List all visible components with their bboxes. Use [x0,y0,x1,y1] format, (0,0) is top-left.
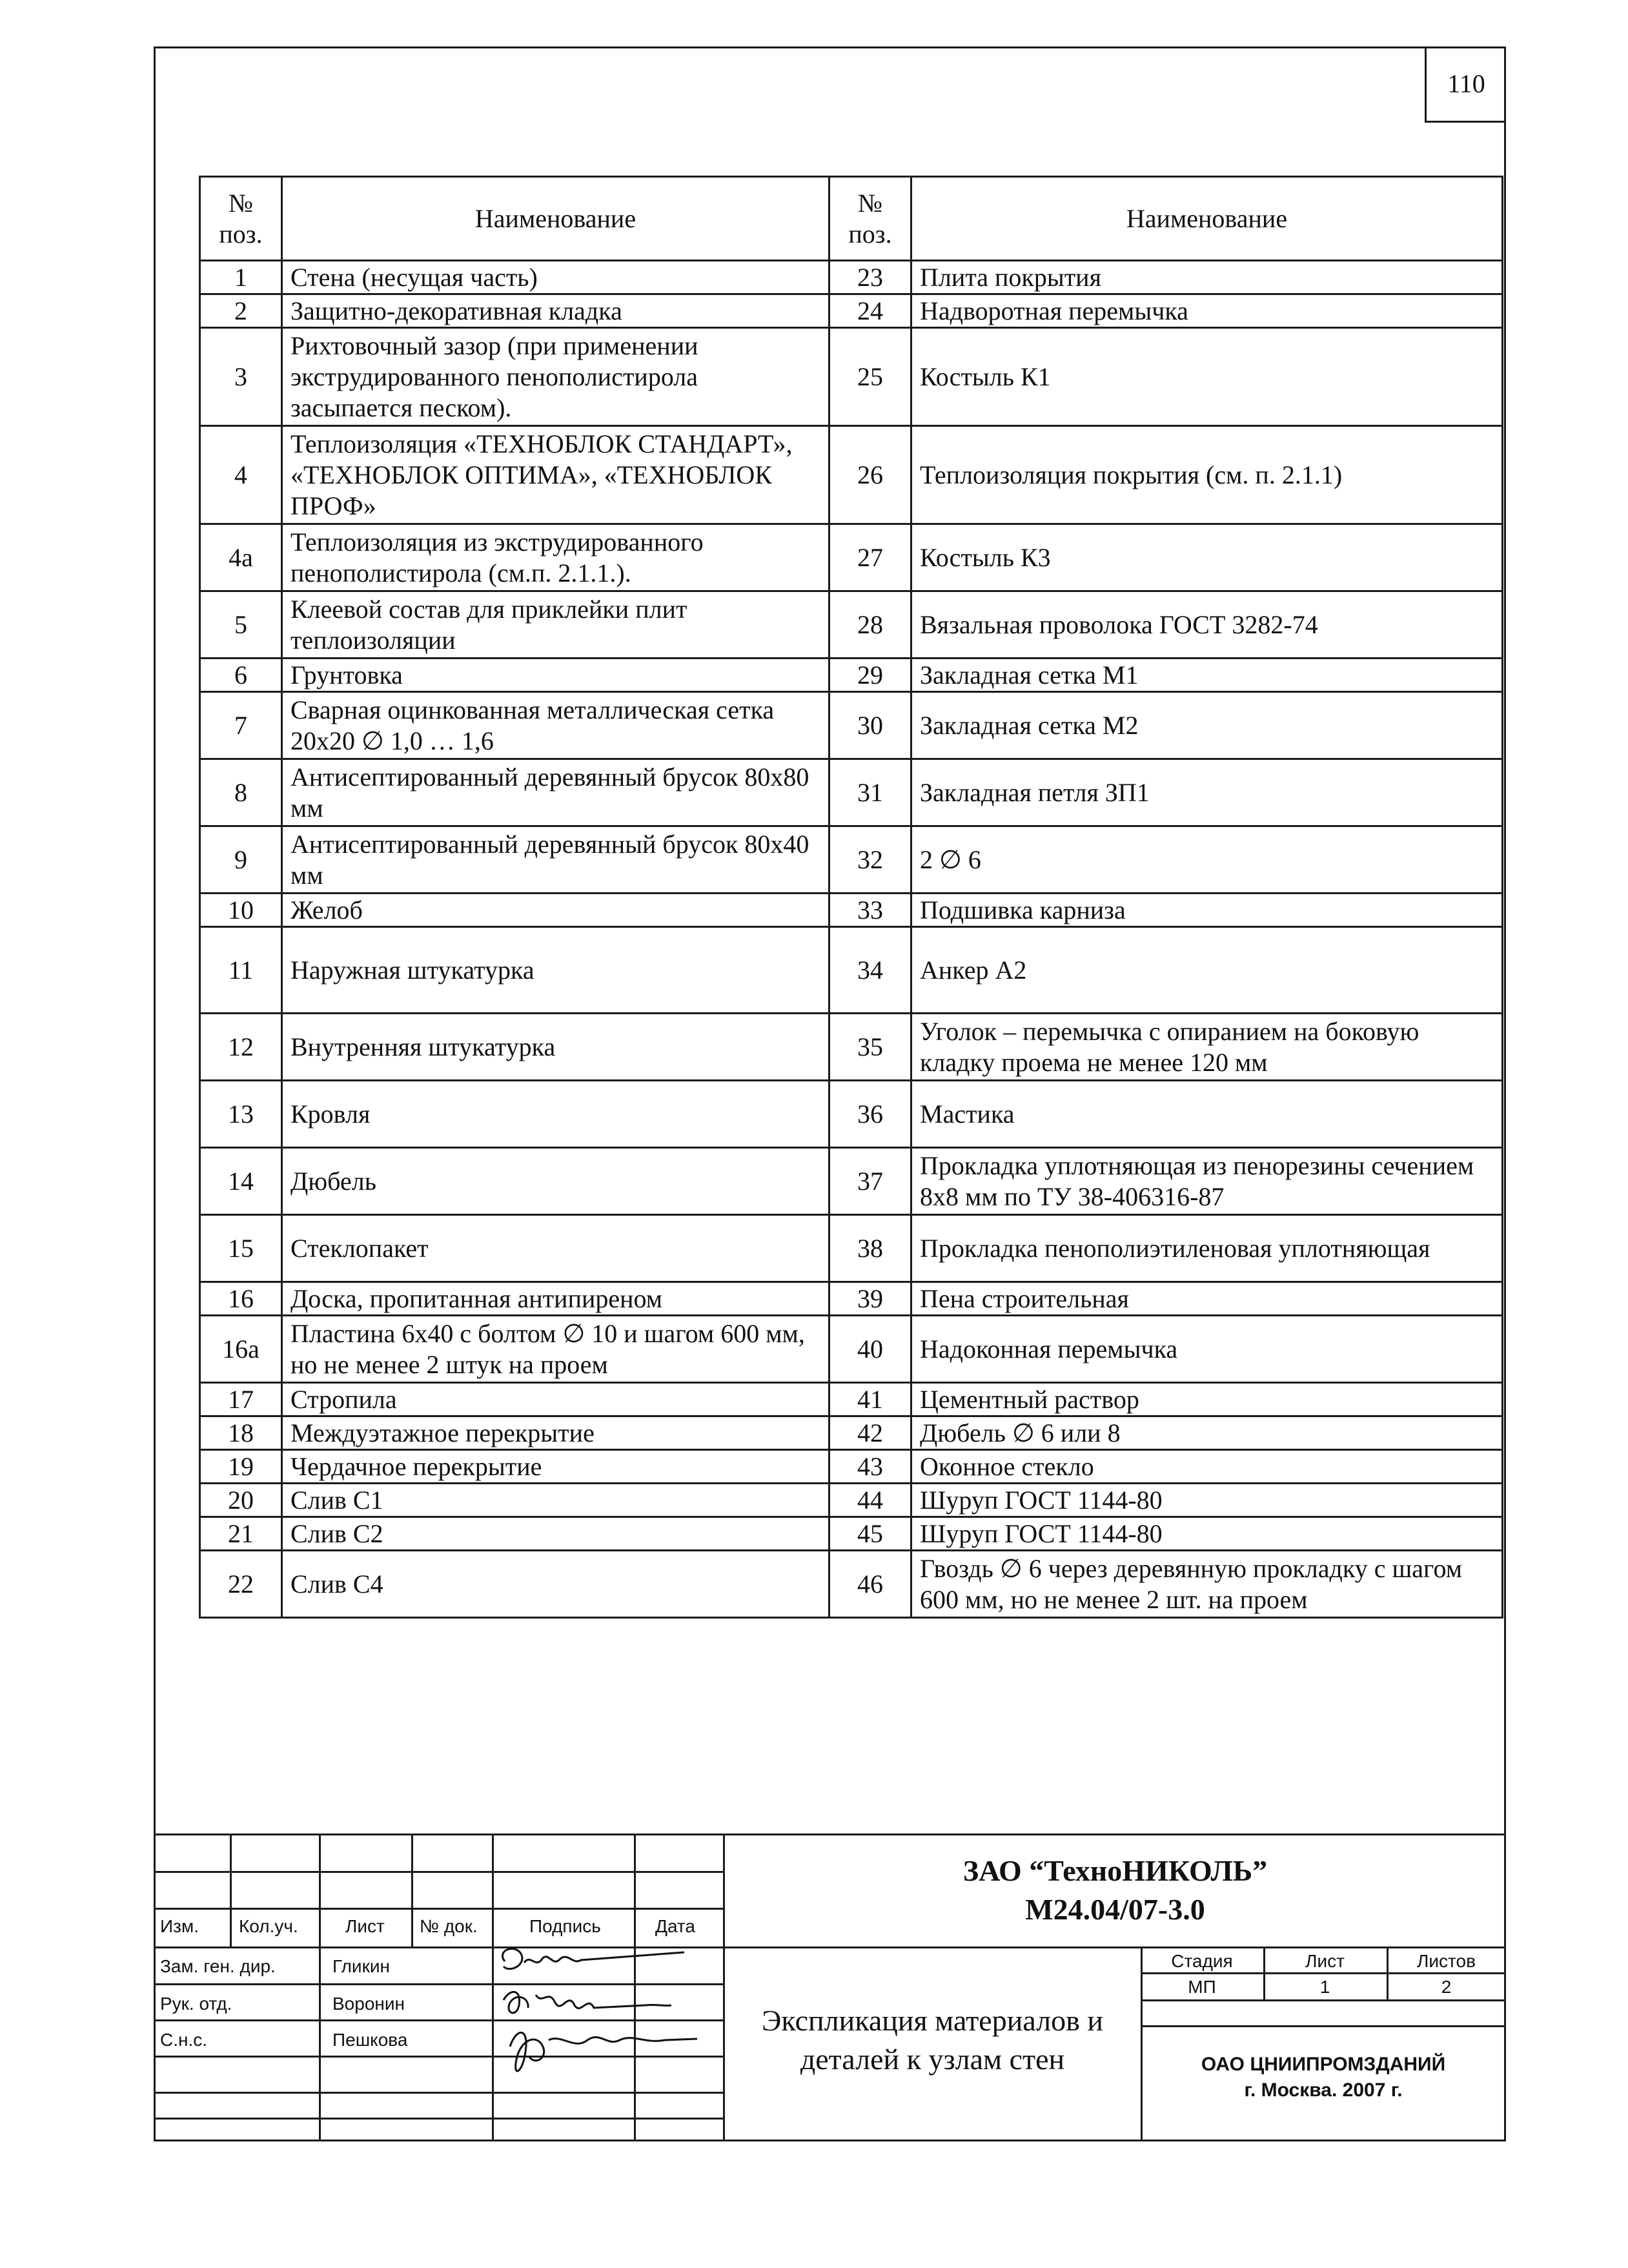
row-position-left: 6 [200,659,282,692]
company-title [724,1852,1506,1929]
row-position-right: 24 [829,294,911,328]
row-position-right: 25 [829,328,911,426]
row-name-left: Антисептированный деревянный брусок 80х40 мм [282,826,829,894]
col-ndoc: № док. [420,1916,478,1936]
row-name-left: Кровля [282,1081,829,1148]
header-name-left: Наименование [282,177,829,261]
stage-value: МП [1188,1977,1216,1997]
row-name-left: Доска, пропитанная антипиреном [282,1282,829,1316]
document-name: Экспликация материалов и деталей к узлам стен [762,2004,1103,2076]
table-row [200,426,1503,524]
sheet-header: Лист [1305,1951,1345,1971]
table-row [200,1383,1503,1416]
row-name-left: Пластина 6х40 с болтом ∅ 10 и шагом 600 мм, но не менее 2 штук на проем [282,1316,829,1383]
table-row [200,328,1503,426]
row-name-left: Теплоизоляция из экструдированного пенополистирола (см.п. 2.1.1.). [282,524,829,591]
table-row [200,692,1503,759]
row-position-right: 27 [829,524,911,591]
row-position-right: 42 [829,1416,911,1450]
row-position-right: 41 [829,1383,911,1416]
table-row [200,261,1503,294]
col-data: Дата [655,1916,696,1936]
row-position-right: 28 [829,591,911,659]
doc-code: М24.04/07-3.0 [1025,1893,1205,1926]
row-name-right: Надворотная перемычка [911,294,1503,328]
organization [1141,2052,1506,2103]
row-name-right: Шуруп ГОСТ 1144-80 [911,1484,1503,1517]
row-position-left: 7 [200,692,282,759]
table-row [200,894,1503,927]
row-name-left: Стеклопакет [282,1215,829,1282]
row-name-left: Внутренняя штукатурка [282,1014,829,1081]
header-pos-right: № поз. [829,177,911,261]
row-position-left: 10 [200,894,282,927]
stage-header: Стадия [1171,1951,1233,1971]
explication-table [199,176,1503,1619]
row-position-left: 4а [200,524,282,591]
row-position-right: 35 [829,1014,911,1081]
row-name-left: Антисептированный деревянный брусок 80х80 мм [282,759,829,826]
row-position-left: 21 [200,1517,282,1551]
row-position-right: 46 [829,1551,911,1618]
row-name-right: Гвоздь ∅ 6 через деревянную прокладку с шагом 600 мм, но не менее 2 шт. на проем [911,1551,1503,1618]
table-row [200,826,1503,894]
row-name-left: Слив С1 [282,1484,829,1517]
sheets-value: 2 [1441,1977,1452,1997]
row-name-right: Закладная петля ЗП1 [911,759,1503,826]
row-position-left: 15 [200,1215,282,1282]
person-2: Воронин [332,1994,405,2014]
row-position-right: 43 [829,1450,911,1484]
org-city-year: г. Москва. 2007 г. [1244,2079,1403,2101]
row-position-left: 2 [200,294,282,328]
col-podpis: Подпись [529,1916,601,1936]
row-name-right: Закладная сетка М2 [911,692,1503,759]
header-pos-left: № поз. [200,177,282,261]
row-name-right: Шуруп ГОСТ 1144-80 [911,1517,1503,1551]
header-name-right: Наименование [911,177,1503,261]
row-name-left: Междуэтажное перекрытие [282,1416,829,1450]
row-position-left: 5 [200,591,282,659]
row-position-right: 40 [829,1316,911,1383]
table-row [200,1316,1503,1383]
row-name-left: Защитно-декоративная кладка [282,294,829,328]
row-name-left: Дюбель [282,1148,829,1215]
row-position-right: 45 [829,1517,911,1551]
row-name-right: Плита покрытия [911,261,1503,294]
table-row [200,1551,1503,1618]
table-row [200,759,1503,826]
row-name-right: Вязальная проволока ГОСТ 3282-74 [911,591,1503,659]
row-position-right: 23 [829,261,911,294]
row-position-left: 22 [200,1551,282,1618]
row-position-right: 32 [829,826,911,894]
table-row [200,1014,1503,1081]
row-name-right: Прокладка уплотняющая из пенорезины сечением 8х8 мм по ТУ 38-406316-87 [911,1148,1503,1215]
table-row [200,294,1503,328]
row-name-left: Клеевой состав для приклейки плит теплоизоляции [282,591,829,659]
person-1: Гликин [332,1956,390,1976]
row-position-left: 3 [200,328,282,426]
person-3: Пешкова [332,2030,408,2050]
row-position-left: 12 [200,1014,282,1081]
row-name-left: Рихтовочный зазор (при применении экструдированного пенополистирола засыпается песком). [282,328,829,426]
row-name-right: Костыль К3 [911,524,1503,591]
sheet-value: 1 [1319,1977,1330,1997]
table-row [200,591,1503,659]
col-list: Лист [345,1916,385,1936]
row-position-right: 31 [829,759,911,826]
row-position-left: 9 [200,826,282,894]
row-position-right: 38 [829,1215,911,1282]
row-name-right: Пена строительная [911,1282,1503,1316]
row-name-left: Теплоизоляция «ТЕХНОБЛОК СТАНДАРТ», «ТЕХНОБЛОК ОПТИМА», «ТЕХНОБЛОК ПРОФ» [282,426,829,524]
table-row [200,659,1503,692]
row-position-left: 19 [200,1450,282,1484]
table-row [200,524,1503,591]
row-name-right: Подшивка карниза [911,894,1503,927]
row-name-left: Стропила [282,1383,829,1416]
row-position-right: 39 [829,1282,911,1316]
row-position-right: 29 [829,659,911,692]
row-position-right: 37 [829,1148,911,1215]
org-name: ОАО ЦНИИПРОМЗДАНИЙ [1201,2054,1446,2075]
row-name-right: Мастика [911,1081,1503,1148]
row-name-right: Анкер А2 [911,927,1503,1014]
page-number-text: 110 [1447,69,1485,98]
row-name-right: Цементный раствор [911,1383,1503,1416]
row-position-right: 26 [829,426,911,524]
row-name-right: Закладная сетка М1 [911,659,1503,692]
row-name-right: Дюбель ∅ 6 или 8 [911,1416,1503,1450]
table-row [200,1081,1503,1148]
row-name-right: Уголок – перемычка с опиранием на боковую кладку проема не менее 120 мм [911,1014,1503,1081]
row-position-right: 36 [829,1081,911,1148]
row-position-right: 44 [829,1484,911,1517]
row-name-right: Прокладка пенополиэтиленовая уплотняющая [911,1215,1503,1282]
table-row [200,1282,1503,1316]
role-1: Зам. ген. дир. [160,1956,276,1976]
row-name-left: Сварная оцинкованная металлическая сетка 20х20 ∅ 1,0 … 1,6 [282,692,829,759]
table-row [200,1484,1503,1517]
role-3: С.н.с. [160,2030,208,2050]
row-position-left: 14 [200,1148,282,1215]
row-name-right: Надоконная перемычка [911,1316,1503,1383]
table-row [200,1517,1503,1551]
row-position-left: 16а [200,1316,282,1383]
page-number [1425,46,1506,123]
table-header-row [200,177,1503,261]
signatures-drawing [491,1943,710,2092]
row-position-right: 33 [829,894,911,927]
row-position-left: 16 [200,1282,282,1316]
row-name-left: Слив С2 [282,1517,829,1551]
row-name-left: Грунтовка [282,659,829,692]
col-izm: Изм. [160,1916,199,1936]
row-name-right: Оконное стекло [911,1450,1503,1484]
table-row [200,1450,1503,1484]
row-position-right: 34 [829,927,911,1014]
row-name-right: Костыль К1 [911,328,1503,426]
table-row [200,1148,1503,1215]
row-name-left: Слив С4 [282,1551,829,1618]
row-name-left: Наружная штукатурка [282,927,829,1014]
row-position-left: 13 [200,1081,282,1148]
row-position-left: 1 [200,261,282,294]
row-position-right: 30 [829,692,911,759]
row-name-left: Чердачное перекрытие [282,1450,829,1484]
col-kol: Кол.уч. [239,1916,298,1936]
row-position-left: 8 [200,759,282,826]
row-name-left: Стена (несущая часть) [282,261,829,294]
sheets-header: Листов [1417,1951,1476,1971]
row-name-right: Теплоизоляция покрытия (см. п. 2.1.1) [911,426,1503,524]
row-name-right: 2 ∅ 6 [911,826,1503,894]
table-row [200,1215,1503,1282]
row-position-left: 11 [200,927,282,1014]
role-2: Рук. отд. [160,1994,232,2014]
row-name-left: Желоб [282,894,829,927]
table-row [200,927,1503,1014]
table-row [200,1416,1503,1450]
row-position-left: 17 [200,1383,282,1416]
company-name: ЗАО “ТехноНИКОЛЬ” [962,1854,1268,1887]
row-position-left: 18 [200,1416,282,1450]
row-position-left: 4 [200,426,282,524]
row-position-left: 20 [200,1484,282,1517]
